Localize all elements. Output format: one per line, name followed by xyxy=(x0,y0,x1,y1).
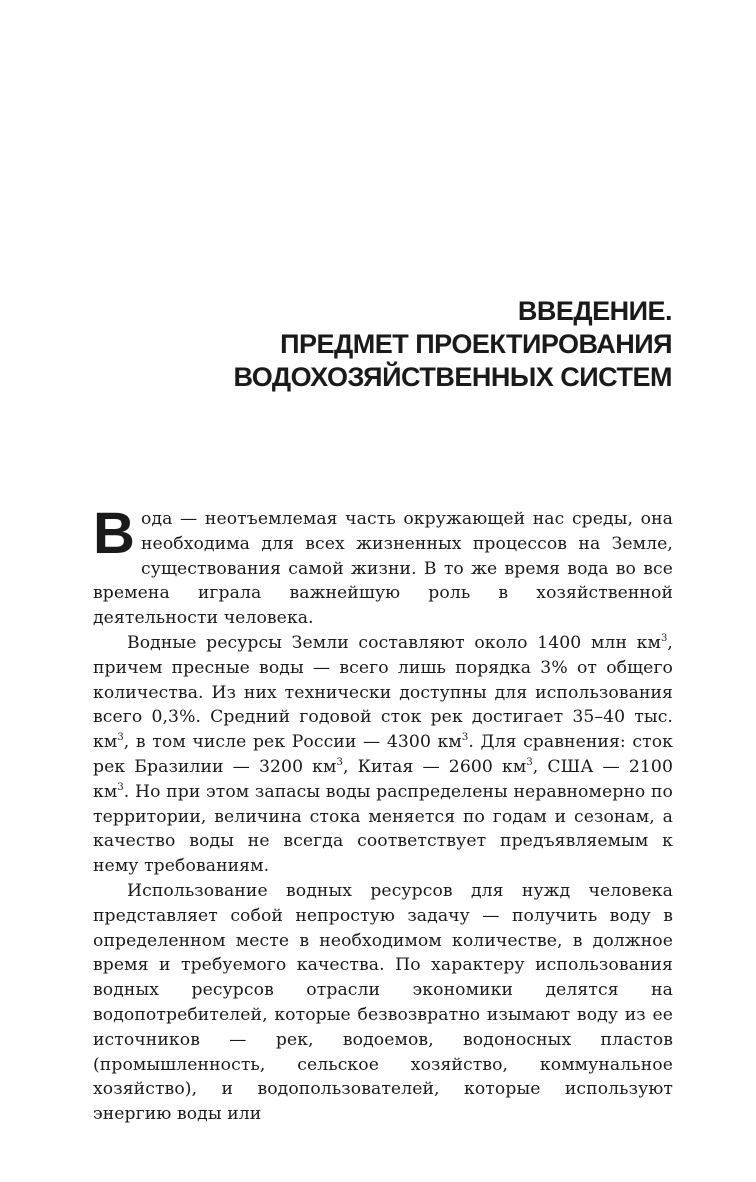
p2-text-7: . Но при этом запасы воды распределены неравномерно по территории, величина стока меняется по годам и сезонам, а качество воды не всегда соответствует предъявляемым к нему требованиям. xyxy=(93,781,673,877)
superscript: 3 xyxy=(117,781,124,793)
paragraph-1 xyxy=(93,501,673,631)
chapter-heading xyxy=(233,295,672,394)
superscript: 3 xyxy=(461,732,469,744)
p2-text-5: , Китая — 2600 км xyxy=(342,756,527,777)
superscript: 3 xyxy=(660,632,668,644)
p2-text-1: Водные ресурсы Земли составляют около 1400 млн км xyxy=(127,632,661,653)
paragraph-1-text: ода — неотъемлемая часть окружающей нас среды, она необходима для всех жизненных процессов на Земле, существования самой жизни. В то же время вода во все времена играла важнейшую роль в хозяйственной деятельности человека. xyxy=(93,509,673,629)
body-text xyxy=(93,501,673,1127)
p2-text-2: , причем пресные воды — всего лишь порядка 3% от общего количества. Из них технически доступны для использования всего 0,3%. Средний годовой сток рек достигает 35–40 тыс. км xyxy=(93,632,673,753)
p2-text-4: . Для сравнения: сток рек Бразилии — 3200 км xyxy=(93,732,673,777)
heading-line-2: ПРЕДМЕТ ПРОЕКТИРОВАНИЯ xyxy=(280,329,672,359)
superscript: 3 xyxy=(336,756,343,768)
superscript: 3 xyxy=(526,756,533,768)
p2-text-3: , в том числе рек России — 4300 км xyxy=(123,732,462,753)
paragraph-3: Использование водных ресурсов для нужд человека представляет собой непростую задачу — получить воду в определенном месте в необходимом количестве, в должное время и требуемого качества. По характеру использования водных ресурсов отрасли экономики делятся на водопотребителей, которые безвозвратно изымают воду из ее источников — рек, водоемов, водоносных пластов (промышленность, сельское хозяйство, коммунальное хозяйство), и водопользователей, которые используют энергию воды или xyxy=(93,880,673,1125)
p2-text-6: , США — 2100 км xyxy=(93,756,673,802)
paragraph-2 xyxy=(93,631,673,879)
drop-cap: В xyxy=(93,501,135,566)
heading-line-1: ВВЕДЕНИЕ. xyxy=(517,296,672,326)
heading-line-3: ВОДОХОЗЯЙСТВЕННЫХ СИСТЕМ xyxy=(233,362,672,392)
superscript: 3 xyxy=(117,732,124,744)
